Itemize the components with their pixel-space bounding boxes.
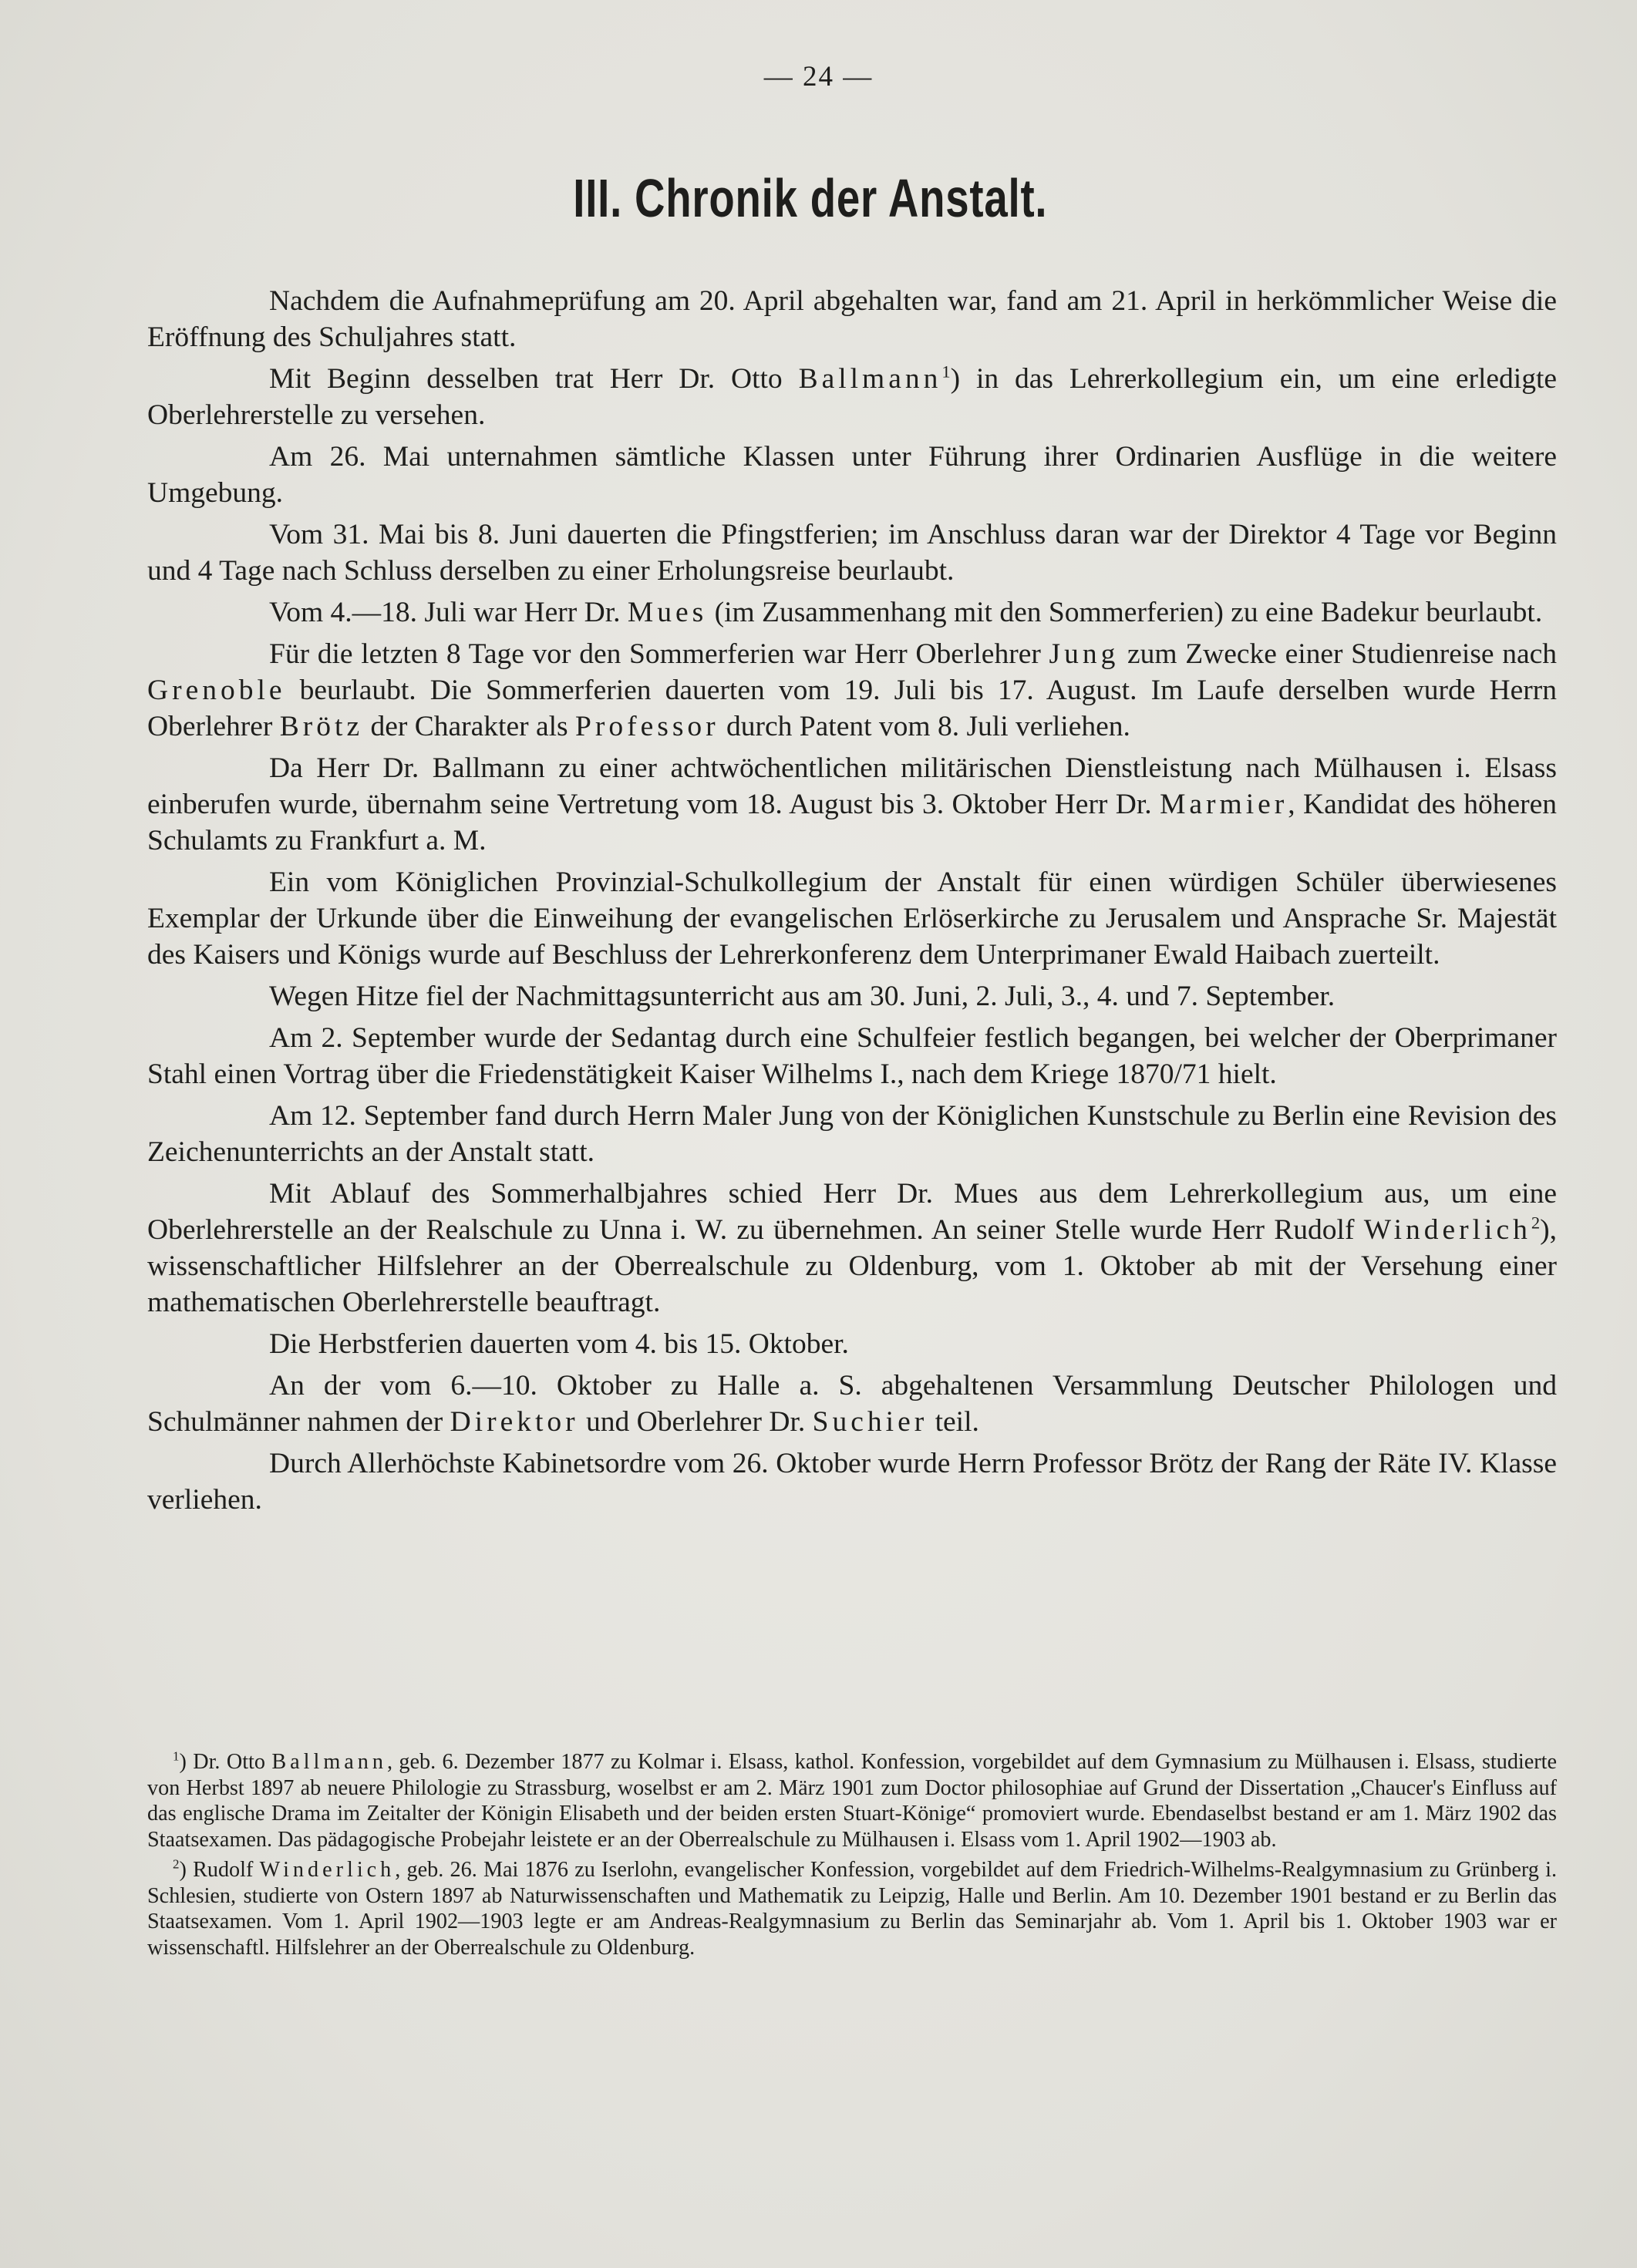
spaced-name-broetz: Brötz xyxy=(279,711,364,742)
paragraph-winderlich: Mit Ablauf des Sommerhalbjahres schied Herr Dr. Mues aus dem Lehrerkollegium aus, um eine Oberlehrerstelle an der Realschule zu Unna i. W. zu übernehmen. An seiner Stelle wurde Herr Rudolf Winderlich$^2$), wissenschaftlicher Hilfslehrer an der Oberrealschule zu Oldenburg, vom 1. Oktober ab mit der Versehung einer mathematischen Oberlehrerstelle beauftragt. xyxy=(147,1178,1557,1318)
footnotes xyxy=(147,1749,1557,1965)
paragraph-admission: Nachdem die Aufnahmeprüfung am 20. April abgehalten war, fand am 21. April in herkömmlicher Weise die Eröffnung des Schuljahres statt. xyxy=(147,285,1557,353)
paragraph-rank: Durch Allerhöchste Kabinetsordre vom 26. Oktober wurde Herrn Professor Brötz der Rang der Räte IV. Klasse verliehen. xyxy=(147,1448,1557,1516)
footnote-ref-2: 2 xyxy=(1531,1213,1541,1233)
paragraph-halle: An der vom 6.—10. Oktober zu Halle a. S. abgehaltenen Versammlung Deutscher Philologen und Schulmänner nahmen der Direktor und Oberlehrer Dr. Suchier teil. xyxy=(147,1370,1557,1438)
footnote-2: $^2$) Rudolf Winderlich, geb. 26. Mai 1876 zu Iserlohn, evangelischer Konfession, vorgebildet auf dem Friedrich-Wilhelms-Realgymnasium zu Grünberg i. Schlesien, studierte von Ostern 1897 ab Naturwissenschaften und Mathematik zu Leipzig, Halle und Berlin. Am 10. Dezember 1901 bestand er zu Berlin das Staatsexamen. Vom 1. April 1902—1903 legte er am Andreas-Realgymnasium zu Berlin das Seminarjahr ab. Vom 1. April bis 1. Oktober 1903 war er wissenschaftl. Hilfslehrer an der Oberrealschule zu Oldenburg. xyxy=(147,1856,1558,1960)
spaced-name-jung: Jung xyxy=(1049,638,1120,670)
spaced-name-ballmann: Ballmann xyxy=(798,363,942,395)
footnote-ref-1: 1 xyxy=(941,362,951,382)
paragraph-mues-leave: Vom 4.—18. Juli war Herr Dr. Mues (im Zusammenhang mit den Sommerferien) zu eine Badekur beurlaubt. xyxy=(269,597,1543,628)
footnote-marker-2: 2 xyxy=(173,1856,180,1872)
spaced-role-direktor: Direktor xyxy=(450,1406,579,1438)
chapter-title: III. Chronik der Anstalt. xyxy=(573,168,1048,228)
spaced-name-mues: Mues xyxy=(627,597,708,628)
paragraph-ballmann: Mit Beginn desselben trat Herr Dr. Otto Ballmann$^1$) in das Lehrerkollegium ein, um eine erledigte Oberlehrerstelle zu versehen. xyxy=(147,362,1558,431)
spaced-name-winderlich: Winderlich xyxy=(1363,1214,1531,1246)
chronicle-body xyxy=(147,283,1557,1523)
paragraph-marmier: Da Herr Dr. Ballmann zu einer achtwöchentlichen militärischen Dienstleistung nach Mülhausen i. Elsass einberufen wurde, übernahm seine Vertretung vom 18. August bis 3. Oktober Herr Dr. Marmier, Kandidat des höheren Schulamts zu Frankfurt a. M. xyxy=(147,752,1557,856)
paragraph-excursions: Am 26. Mai unternahmen sämtliche Klassen unter Führung ihrer Ordinarien Ausflüge in die weitere Umgebung. xyxy=(147,441,1557,509)
paragraph-revision: Am 12. September fand durch Herrn Maler Jung von der Königlichen Kunstschule zu Berlin eine Revision des Zeichenunterrichts an der Anstalt statt. xyxy=(147,1100,1557,1168)
paragraph-autumn: Die Herbstferien dauerten vom 4. bis 15. Oktober. xyxy=(269,1328,849,1360)
spaced-title-professor: Professor xyxy=(575,711,719,742)
paragraph-heat: Wegen Hitze fiel der Nachmittagsunterricht aus am 30. Juni, 2. Juli, 3., 4. und 7. September. xyxy=(269,981,1336,1012)
spaced-place-grenoble: Grenoble xyxy=(147,675,286,706)
fn-spaced-name-ballmann: Ballmann xyxy=(271,1750,387,1774)
fn-spaced-name-winderlich: Winderlich xyxy=(259,1858,396,1882)
paragraph-summer: Für die letzten 8 Tage vor den Sommerferien war Herr Oberlehrer Jung zum Zwecke einer Studienreise nach Grenoble beurlaubt. Die Sommerferien dauerten vom 19. Juli bis 17. August. Im Laufe derselben wurde Herrn Oberlehrer Brötz der Charakter als Professor durch Patent vom 8. Juli verliehen. xyxy=(147,638,1558,742)
spaced-name-marmier: Marmier xyxy=(1160,789,1288,820)
footnote-1: $^1$) Dr. Otto Ballmann, geb. 6. Dezember 1877 zu Kolmar i. Elsass, kathol. Konfession, vorgebildet auf dem Gymnasium zu Mülhausen i. Elsass, studierte von Herbst 1897 ab neuere Philologie zu Strassburg, woselbst er am 2. März 1901 zum Doctor philosophiae auf Grund der Dissertation „Chaucer's Einfluss auf das englische Drama im Zeitalter der Königin Elisabeth und der beiden ersten Stuart-Könige“ promoviert wurde. Ebendaselbst bestand er am 1. März 1902 das Staatsexamen. Das pädagogische Probejahr leistete er an der Oberrealschule zu Mülhausen i. Elsass vom 1. April 1902—1903 ab. xyxy=(147,1748,1558,1852)
footnote-marker-1: 1 xyxy=(173,1748,180,1764)
paragraph-pentecost: Vom 31. Mai bis 8. Juni dauerten die Pfingstferien; im Anschluss daran war der Direktor 4 Tage vor Beginn und 4 Tage nach Schluss derselben zu einer Erholungsreise beurlaubt. xyxy=(147,519,1557,587)
spaced-name-suchier: Suchier xyxy=(812,1406,928,1438)
page-number: — 24 — xyxy=(763,61,874,93)
paragraph-jerusalem: Ein vom Königlichen Provinzial-Schulkollegium der Anstalt für einen würdigen Schüler überwiesenes Exemplar der Urkunde über die Einweihung der evangelischen Erlöserkirche zu Jerusalem und Ansprache Sr. Majestät des Kaisers und Königs wurde auf Beschluss der Lehrerkonferenz dem Unterprimaner Ewald Haibach zuerteilt. xyxy=(147,866,1557,971)
paragraph-sedantag: Am 2. September wurde der Sedantag durch eine Schulfeier festlich begangen, bei welcher der Oberprimaner Stahl einen Vortrag über die Friedenstätigkeit Kaiser Wilhelms I., nach dem Kriege 1870/71 hielt. xyxy=(147,1022,1557,1090)
